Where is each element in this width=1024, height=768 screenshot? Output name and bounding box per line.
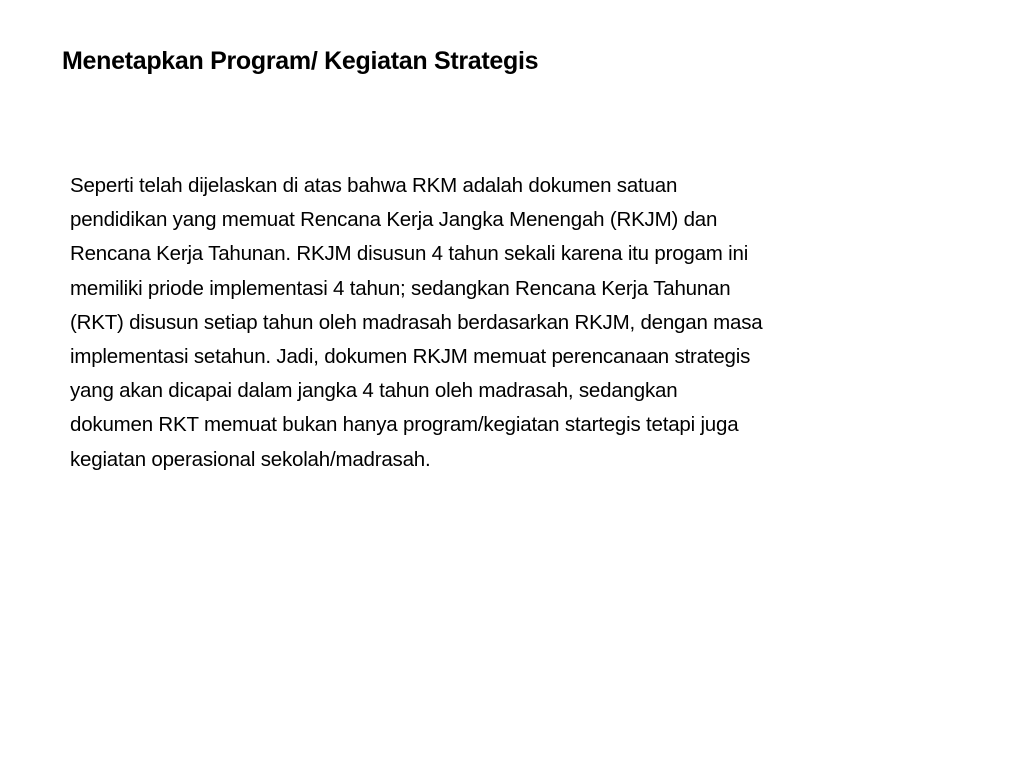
body-line: yang akan dicapai dalam jangka 4 tahun oleh madrasah, sedangkan [70, 379, 678, 403]
body-line: pendidikan yang memuat Rencana Kerja Jangka Menengah (RKJM) dan [70, 208, 718, 232]
body-line: kegiatan operasional sekolah/madrasah. [70, 447, 431, 471]
slide-body-text [70, 169, 956, 477]
body-line: (RKT) disusun setiap tahun oleh madrasah berdasarkan RKJM, dengan masa [70, 310, 763, 334]
body-line: memiliki priode implementasi 4 tahun; sedangkan Rencana Kerja Tahunan [70, 276, 731, 300]
body-line: implementasi setahun. Jadi, dokumen RKJM memuat perencanaan strategis [70, 345, 751, 369]
body-line: Rencana Kerja Tahunan. RKJM disusun 4 tahun sekali karena itu progam ini [70, 242, 749, 266]
slide-title: Menetapkan Program/ Kegiatan Strategis [62, 47, 539, 75]
body-line: dokumen RKT memuat bukan hanya program/kegiatan startegis tetapi juga [70, 413, 739, 437]
body-line: Seperti telah dijelaskan di atas bahwa RKM adalah dokumen satuan [70, 174, 678, 197]
